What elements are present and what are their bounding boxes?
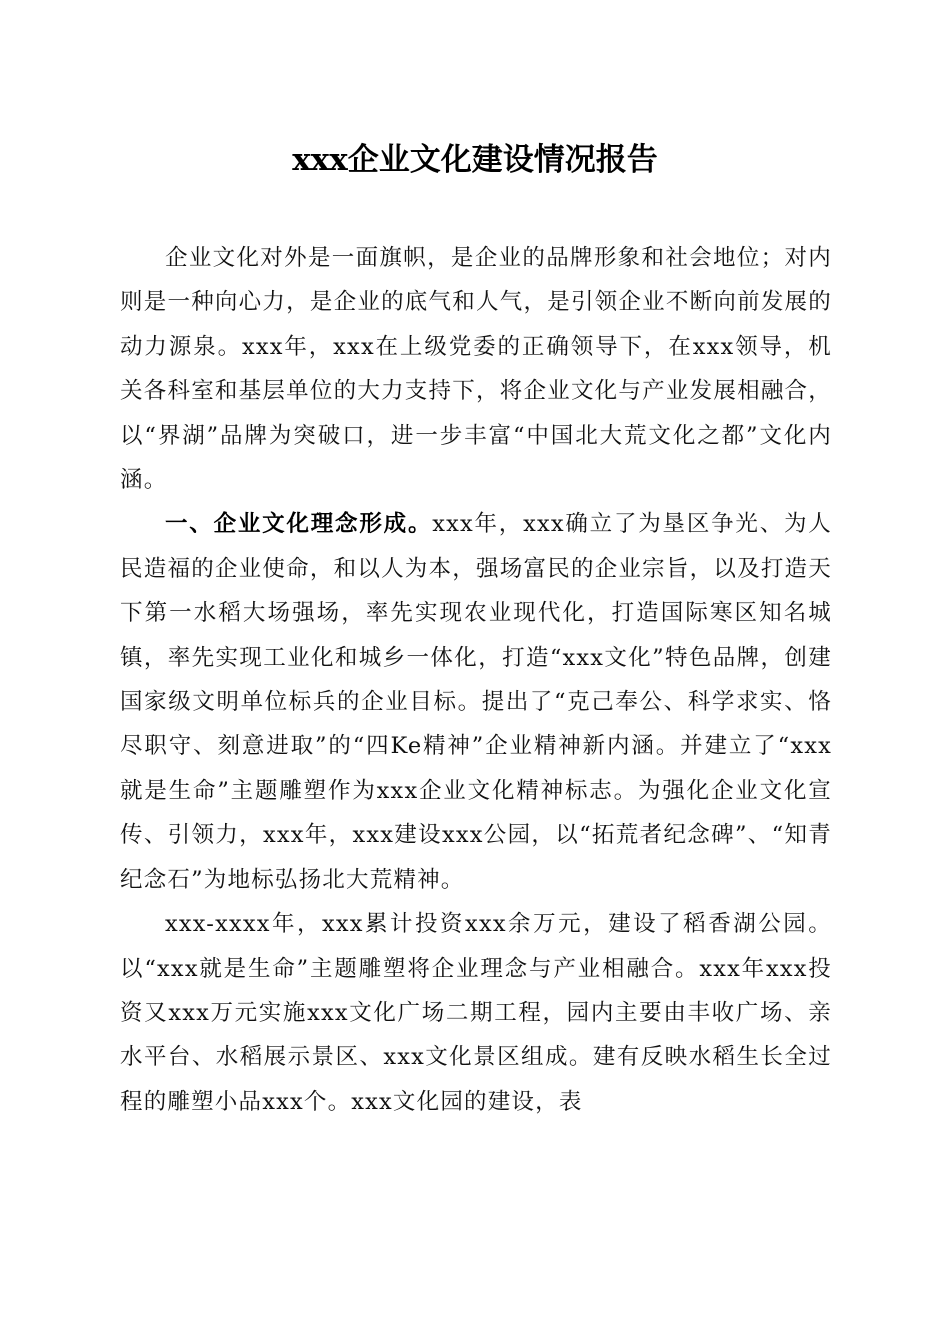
paragraph-intro — [120, 236, 832, 502]
paragraph-text: 企业文化对外是一面旗帜，是企业的品牌形象和社会地位；对内则是一种向心力，是企业的底气和人气，是引领企业不断向前发展的动力源泉。xxx年，xxx在上级党委的正确领导下，在xxx领导，机关各科室和基层单位的大力支持下，将企业文化与产业发展相融合，以“界湖”品牌为突破口，进一步丰富“中国北大荒文化之都”文化内涵。 — [120, 245, 832, 494]
paragraph-text: xxx-xxxx年，xxx累计投资xxx余万元，建设了稻香湖公园。以“xxx就是生命”主题雕塑将企业理念与产业相融合。xxx年xxx投资又xxx万元实施xxx文化广场二期工程，园内主要由丰收广场、亲水平台、水稻展示景区、xxx文化景区组成。建有反映水稻生长全过程的雕塑小品xxx个。xxx文化园的建设，表 — [120, 911, 832, 1115]
paragraph-section-1 — [120, 502, 832, 902]
paragraph-text: xxx年，xxx确立了为垦区争光、为人民造福的企业使命，和以人为本，强场富民的企业宗旨，以及打造天下第一水稻大场强场，率先实现农业现代化，打造国际寒区知名城镇，率先实现工业化和城乡一体化，打造“xxx文化”特色品牌，创建国家级文明单位标兵的企业目标。提出了“克己奉公、科学求实、恪尽职守、刻意进取”的“四Ke精神”企业精神新内涵。并建立了“xxx就是生命”主题雕塑作为xxx企业文化精神标志。为强化企业文化宣传、引领力，xxx年，xxx建设xxx公园，以“拓荒者纪念碑”、“知青纪念石”为地标弘扬北大荒精神。 — [120, 511, 833, 893]
paragraph-park — [120, 902, 832, 1124]
section-heading: 一、企业文化理念形成。 — [165, 511, 433, 538]
document-body — [120, 236, 832, 1124]
document-title: xxx企业文化建设情况报告 — [292, 142, 658, 178]
